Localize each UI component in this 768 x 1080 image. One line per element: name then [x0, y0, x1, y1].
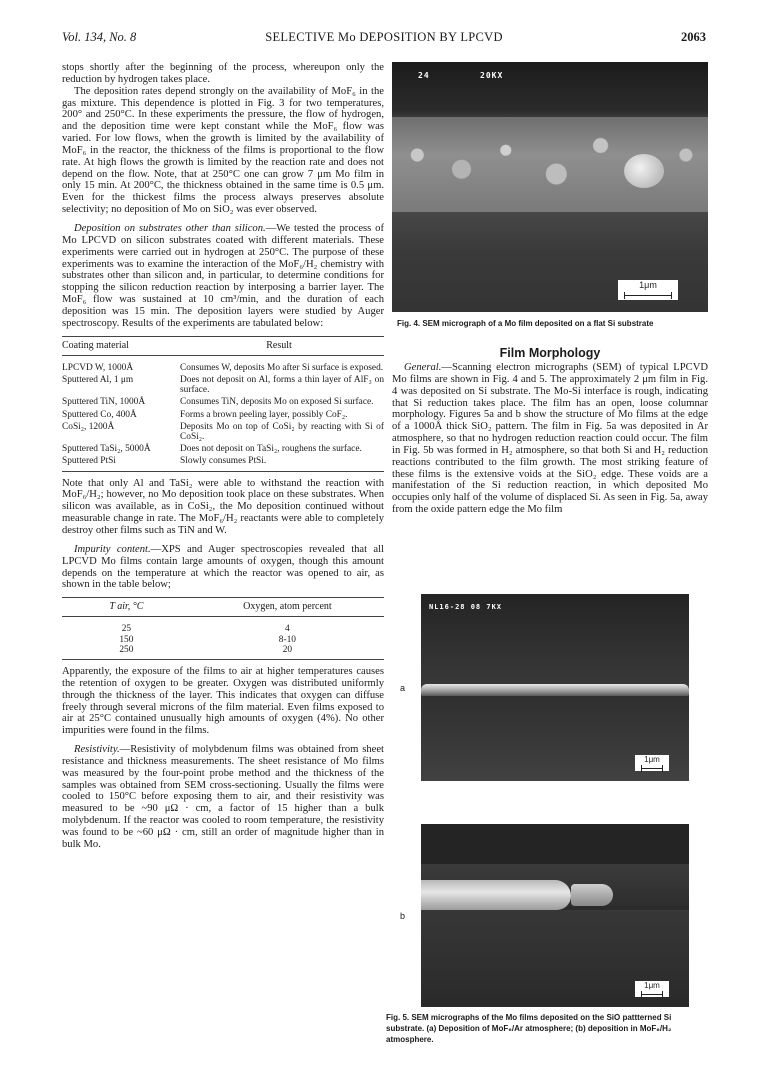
cell-material: Sputtered Al, 1 μm [62, 374, 134, 385]
paragraph-barrier-note: Note that only Al and TaSi₂ were able to withstand the reaction with MoF₆/H₂; however, no Mo deposition took place on these substrates. When silicon was available, as in CoSi₂, the Mo deposition continued without measurable change in rate. The MoF₆/H₂ reactants were able to completely destroy other films such as TiN and W. [62, 477, 384, 536]
surface-particle [624, 154, 664, 188]
table-row [62, 645, 384, 660]
paragraph-oxygen-retention: Apparently, the exposure of the films to air at higher temperatures causes the retention of oxygen to be greater. Oxygen was distributed uniformly through the thickness of the layer. This indicates that oxygen can diffuse freely through several microns of the film material. Even films exposed to air at 25°C contained unusually high amounts of oxygen (4%). No other impurities were found in the films. [62, 666, 384, 737]
cell-result: Consumes W, deposits Mo after Si surface is exposed. [180, 362, 384, 373]
paragraph-text: —XPS and Auger spectroscopies revealed that all LPCVD Mo films contain large amounts of oxygen, though this amount depends on the temperature at which the reactor was opened to air, as shown in the table below; [62, 543, 384, 591]
table-row [62, 421, 384, 443]
panel-letter-a: a [400, 683, 406, 693]
paragraph-general [392, 362, 708, 516]
left-column [62, 62, 384, 851]
micrograph-id-label: NL16-28 08 7KX [429, 603, 503, 611]
cell-oxygen: 8-10 [278, 634, 296, 645]
coating-results-table [62, 336, 384, 472]
running-header [62, 30, 706, 48]
paragraph-deposition-rates: The deposition rates depend strongly on the availability of MoF₆ in the gas mixture. This dependence is plotted in Fig. 3 for two temperatures, 200° and 250°C. In these experiments the pressure, the flow of hydrogen, and the deposition time were kept constant while the MoF₆ flow was varied. For low flows, when the growth is limited by the availability of MoF₆ in the reactor, the thickness of the films is proportional to the flow rate. At high flows the growth is limited by the reaction rate and does not depend on the flow. Note, that at 250°C one can grow 7 μm Mo film in only 15 min. At 200°C, the thickness obtained in the same time is 0.5 μm. Even for the thickest films the process always preserves absolute selectivity; no deposition of Mo on SiO₂ was ever observed. [62, 85, 384, 216]
table-row [62, 617, 384, 635]
scale-bar [635, 981, 669, 997]
column-header-result: Result [174, 336, 384, 355]
scale-bar-line [641, 768, 663, 769]
paragraph-impurity [62, 544, 384, 591]
cell-material: Sputtered PtSi [62, 455, 174, 471]
volume-issue: Vol. 134, No. 8 [62, 30, 137, 44]
run-in-heading: General. [404, 362, 442, 373]
right-column [392, 362, 708, 516]
cell-temperature: 25 [121, 624, 132, 635]
table-row [62, 635, 384, 645]
cell-result: Slowly consumes PtSi. [174, 455, 384, 471]
cell-material: Sputtered Co, 400Å [62, 409, 137, 420]
paragraph-resistivity [62, 744, 384, 851]
mo-film-edge [421, 684, 689, 696]
cell-material: LPCVD W, 1000Å [62, 362, 134, 373]
table-row [62, 374, 384, 396]
running-title: SELECTIVE Mo DEPOSITION BY LPCVD [265, 30, 503, 44]
table-row [62, 455, 384, 471]
cell-result: Forms a brown peeling layer, possibly CoF₂. [180, 409, 348, 420]
fig4-sem-micrograph [392, 62, 708, 312]
run-in-heading: Resistivity. [74, 744, 120, 756]
magnification-label: 20KX [480, 71, 504, 80]
cell-oxygen: 20 [191, 645, 384, 660]
scale-bar [618, 280, 678, 300]
micrograph-id-label: 24 [418, 71, 430, 80]
scale-bar-label: 1μm [644, 755, 660, 764]
paragraph-other-substrates [62, 223, 384, 330]
cell-material: Sputtered TiN, 1000Å [62, 397, 146, 408]
table-row [62, 355, 384, 374]
cell-result: Consumes TiN, deposits Mo on exposed Si surface. [180, 397, 374, 408]
scale-bar-label: 1μm [644, 981, 660, 990]
cell-oxygen: 4 [285, 624, 290, 635]
scale-bar [635, 755, 669, 771]
table-row [62, 409, 384, 421]
column-header-temperature: T air, °C [62, 598, 191, 617]
paragraph-text: —We tested the process of Mo LPCVD on silicon substrates coated with different materials. These experiments were carried out in hydrogen at 250°C. The purpose of these experiments was to examine the interaction of the MoF₆/H₂ chemistry with substrates other than silicon and, in particular, to determine conditions for stopping the silicon reduction reaction by interposing a barrier layer. The MoF₆ flow was sustained at 10 cm³/min, and the duration of each deposition was 15 min. The deposition layers were studied by Auger spectroscopy. Results of the experiments are tabulated below: [62, 222, 385, 329]
cell-temperature: 250 [62, 645, 191, 660]
scale-bar-line [624, 295, 672, 296]
run-in-heading: Impurity content. [74, 543, 151, 555]
paragraph-text: —Resistivity of molybdenum films was obtained from sheet resistance and thickness measurements. The sheet resistance of Mo films was measured by the four-point probe method and the thickness of the samples was obtained from SEM cross-sectioning. Usually the films were cooled to 150°C before exposing them to air, and their resistivity was measured to be ~90 μΩ · cm, a factor of 15 higher than a bulk molybdenum. If the reactor was cooled to room temperature, the resistivity was found to be ~60 μΩ · cm, still an order of magnitude higher than in bulk Mo. [62, 744, 384, 850]
micrograph-background [392, 62, 708, 122]
run-in-heading: Deposition on substrates other than silicon. [74, 222, 266, 234]
cell-material: Sputtered TaSi₂, 5000Å [62, 444, 151, 455]
column-header-oxygen: Oxygen, atom percent [191, 598, 384, 617]
table-row [62, 396, 384, 408]
fig5-caption: Fig. 5. SEM micrographs of the Mo films deposited on the SiO pattterned Si substrate. (a) Deposition of MoF₆/Ar atmosphere; (b) deposition in MoF₆/H₂ atmosphere. [386, 1013, 672, 1044]
scale-bar-label: 1μm [639, 280, 657, 290]
oxygen-table [62, 597, 384, 660]
section-heading: Film Morphology [499, 346, 601, 360]
cell-result: Does not deposit on Al, forms a thin layer of AlF₃ on surface. [180, 374, 384, 396]
panel-letter-b: b [400, 911, 406, 921]
micrograph-background [421, 824, 689, 864]
paragraph-text: —Scanning electron micrographs (SEM) of typical LPCVD Mo films are shown in Fig. 4 and 5. The approximately 2 μm film in Fig. 4 was deposited on Si substrate. The Mo-Si interface is rough, indicating that Si reduction takes place. The film has an open, loose columnar morphology. Figures 5a and b show the structure of Mo films at the edge of a 1000Å thick SiO₂ pattern. The film in Fig. 5a was deposited in Ar atmosphere, so that no hydrogen reduction reaction could occur. The film in Fig. 5b was formed in H₂ atmosphere, so that both Si and H₂ reduction reactions contributed to the film growth. The most striking feature of these films is the extensive voids at the SiO₂ edge. These voids are a manifestation of the Si reduction reaction, in which deposited Mo occupies only half of the volume of displaced Si. As seen in Fig. 5a, away from the oxide pattern edge the Mo film [392, 362, 708, 516]
paragraph-continuation: stops shortly after the beginning of the process, whereupon only the reduction by hydrogen takes place. [62, 62, 384, 85]
cell-temperature: 150 [119, 634, 134, 645]
fig5b-sem-micrograph [421, 824, 689, 1007]
cell-result: Deposits Mo on top of CoSi₂ by reacting with Si of CoSi₂. [180, 421, 384, 442]
page-number: 2063 [681, 30, 706, 44]
void-edge-feature [571, 884, 613, 906]
cell-material: CoSi₂, 1200Å [62, 421, 115, 432]
scale-bar-line [641, 994, 663, 995]
fig4-caption: Fig. 4. SEM micrograph of a Mo film deposited on a flat Si substrate [397, 319, 654, 328]
fig5a-sem-micrograph [421, 594, 689, 781]
column-header-coating: Coating material [62, 336, 174, 355]
table-row [62, 443, 384, 455]
cell-result: Does not deposit on TaSi₂, roughens the surface. [180, 444, 362, 455]
mo-film-layer [421, 880, 571, 910]
